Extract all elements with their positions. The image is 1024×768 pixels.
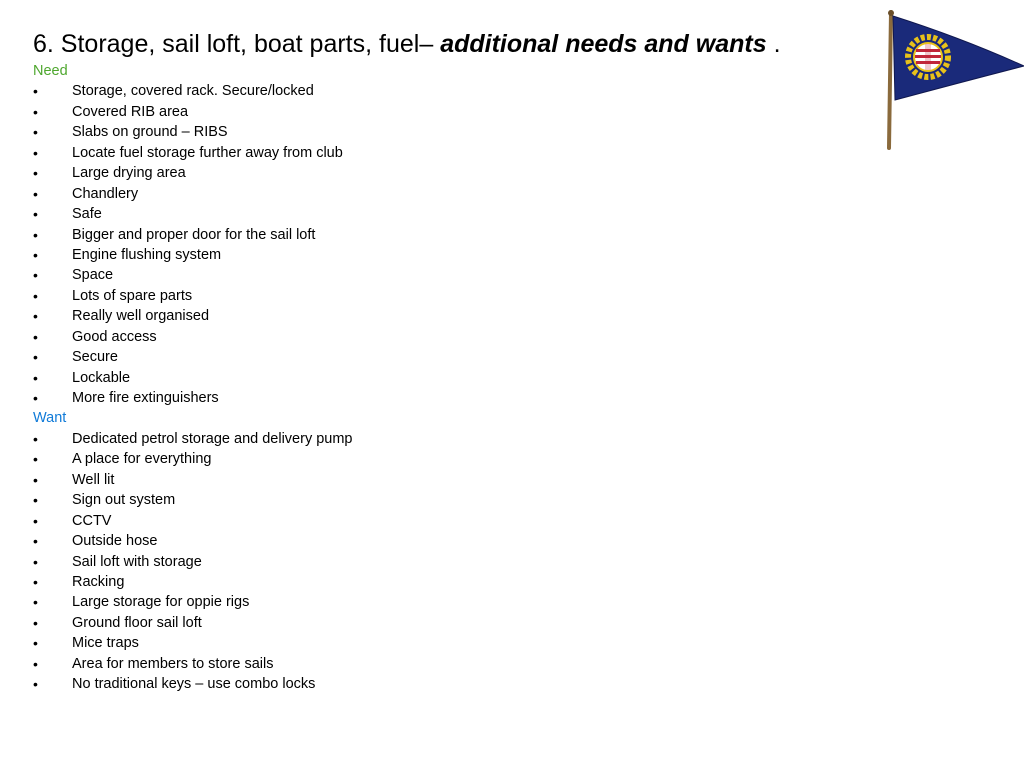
bullet-icon: •: [33, 512, 38, 529]
slide-content: [33, 61, 833, 695]
want-list: [33, 429, 833, 695]
bullet-icon: •: [33, 614, 38, 631]
bullet-icon: •: [33, 594, 38, 611]
want-list-item-text: CCTV: [72, 512, 112, 529]
need-list-item: [33, 245, 833, 265]
bullet-icon: •: [33, 349, 38, 366]
need-list-item: [33, 81, 833, 101]
want-list-item-text: Outside hose: [72, 533, 158, 550]
need-list-item: [33, 368, 833, 388]
want-list-item: [33, 592, 833, 612]
want-list-item-text: A place for everything: [72, 451, 212, 468]
slide-title: [33, 28, 781, 60]
want-list-item-text: Ground floor sail loft: [72, 614, 202, 631]
want-list-item-text: Sail loft with storage: [72, 553, 202, 570]
need-list-item-text: Space: [72, 267, 114, 284]
bullet-icon: •: [33, 206, 38, 223]
bullet-icon: •: [33, 553, 38, 570]
want-list-item-text: Dedicated petrol storage and delivery pump: [72, 430, 353, 447]
need-list-item: [33, 122, 833, 142]
want-list-item: [33, 429, 833, 449]
want-list-item: [33, 633, 833, 653]
bullet-icon: •: [33, 676, 38, 693]
want-list-item: [33, 470, 833, 490]
club-burgee-flag-icon: [882, 8, 1024, 153]
want-list-item: [33, 531, 833, 551]
bullet-icon: •: [33, 635, 38, 652]
want-list-item-text: Large storage for oppie rigs: [72, 594, 250, 611]
bullet-icon: •: [33, 533, 38, 550]
want-list-item-text: No traditional keys – use combo locks: [72, 676, 316, 693]
need-list-item-text: Chandlery: [72, 185, 139, 202]
need-list-item-text: Really well organised: [72, 308, 210, 325]
bullet-icon: •: [33, 83, 38, 100]
need-list-item-text: Large drying area: [72, 165, 186, 182]
want-list-item-text: Well lit: [72, 471, 115, 488]
want-list-item: [33, 552, 833, 572]
need-list-item: [33, 286, 833, 306]
need-list-item-text: Locate fuel storage further away from club: [72, 144, 343, 161]
bullet-icon: •: [33, 390, 38, 406]
need-list-item: [33, 184, 833, 204]
need-list-item: [33, 327, 833, 347]
bullet-icon: •: [33, 573, 38, 590]
need-list: [33, 81, 833, 408]
need-list-item-text: Good access: [72, 328, 157, 345]
need-list-item: [33, 163, 833, 183]
bullet-icon: •: [33, 328, 38, 345]
bullet-icon: •: [33, 287, 38, 304]
title-suffix: .: [766, 30, 781, 58]
bullet-icon: •: [33, 124, 38, 141]
bullet-icon: •: [33, 185, 38, 202]
bullet-icon: •: [33, 226, 38, 243]
need-list-item-text: Covered RIB area: [72, 103, 189, 120]
need-list-item: [33, 388, 833, 408]
bullet-icon: •: [33, 451, 38, 468]
need-list-item: [33, 143, 833, 163]
need-list-item: [33, 306, 833, 326]
bullet-icon: •: [33, 655, 38, 672]
want-list-item: [33, 490, 833, 510]
bullet-icon: •: [33, 369, 38, 386]
need-list-item-text: Lots of spare parts: [72, 287, 193, 304]
need-section-label: Need: [33, 63, 68, 79]
title-emphasis: additional needs and wants: [440, 30, 767, 58]
need-list-item-text: More fire extinguishers: [72, 390, 219, 406]
want-list-item: [33, 449, 833, 469]
need-list-item-text: Slabs on ground – RIBS: [72, 124, 228, 141]
want-list-item: [33, 572, 833, 592]
need-list-item-text: Bigger and proper door for the sail loft: [72, 226, 316, 243]
need-list-item: [33, 102, 833, 122]
need-list-item: [33, 265, 833, 285]
need-list-item-text: Safe: [72, 206, 102, 223]
want-list-item: [33, 613, 833, 633]
need-list-item-text: Secure: [72, 349, 118, 366]
need-list-item-text: Engine flushing system: [72, 246, 222, 263]
want-list-item-text: Sign out system: [72, 492, 176, 509]
need-list-item: [33, 204, 833, 224]
want-section-label: Want: [33, 410, 67, 427]
bullet-icon: •: [33, 471, 38, 488]
want-list-item: [33, 654, 833, 674]
bullet-icon: •: [33, 430, 38, 447]
bullet-icon: •: [33, 267, 38, 284]
bullet-icon: •: [33, 308, 38, 325]
want-list-item: [33, 511, 833, 531]
bullet-icon: •: [33, 246, 38, 263]
need-list-item-text: Lockable: [72, 369, 131, 386]
bullet-icon: •: [33, 144, 38, 161]
bullet-icon: •: [33, 492, 38, 509]
want-list-item-text: Racking: [72, 573, 125, 590]
want-list-item: [33, 674, 833, 694]
need-list-item-text: Storage, covered rack. Secure/locked: [72, 83, 314, 100]
want-list-item-text: Area for members to store sails: [72, 655, 274, 672]
want-list-item-text: Mice traps: [72, 635, 139, 652]
need-list-item: [33, 347, 833, 367]
bullet-icon: •: [33, 103, 38, 120]
need-list-item: [33, 225, 833, 245]
bullet-icon: •: [33, 165, 38, 182]
title-prefix: 6. Storage, sail loft, boat parts, fuel–: [33, 30, 441, 58]
